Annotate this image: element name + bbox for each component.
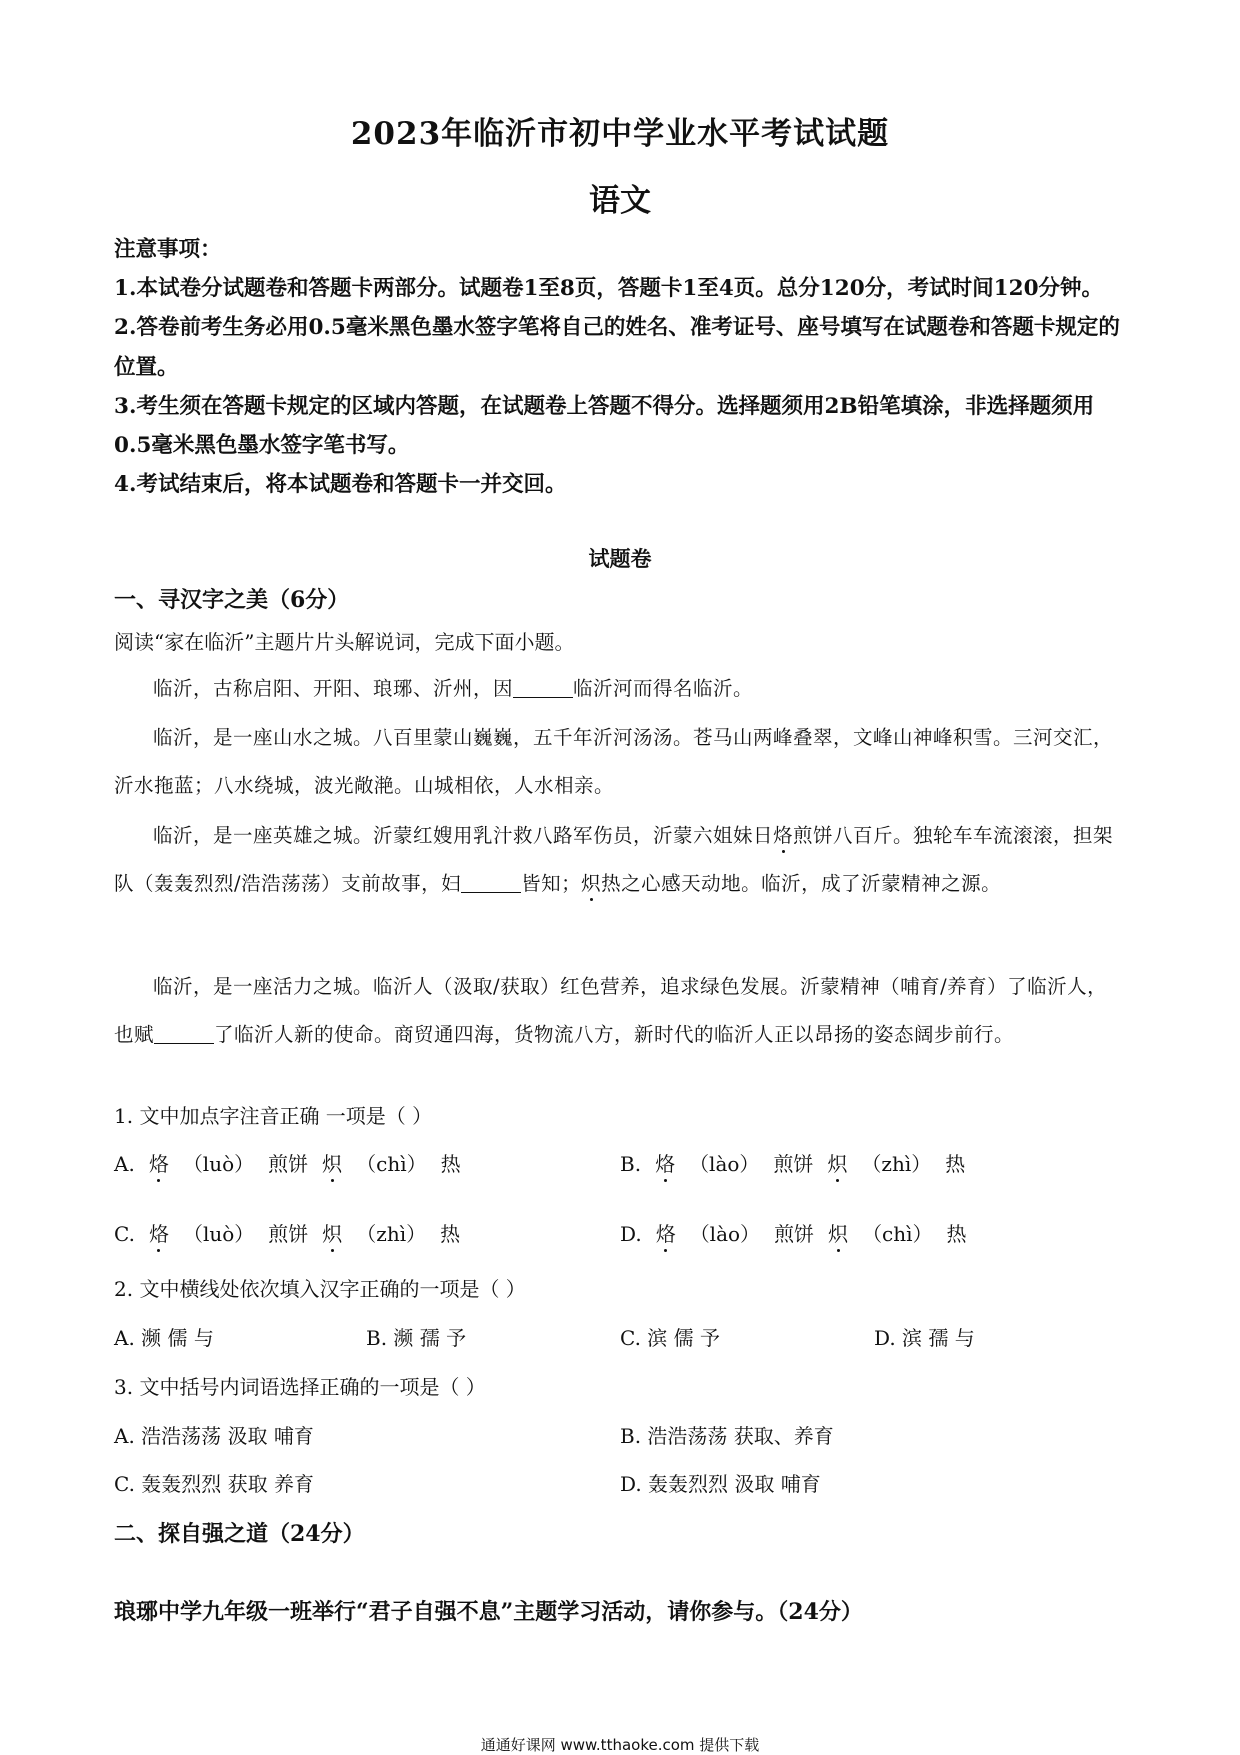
paper-label: 试题卷 <box>588 546 652 571</box>
passage-paragraph <box>114 963 1126 1059</box>
dotted-char: 炽 <box>581 872 602 895</box>
answer-option-d: D. 轰轰烈烈 汲取 哺育 <box>620 1472 821 1496</box>
passage-paragraph <box>114 714 1126 810</box>
answer-option-b: B. 濒 孺 予 <box>366 1326 467 1350</box>
pinyin: （chì） <box>356 1152 427 1176</box>
passage-text: 煎饼八百斤。独轮车车流滚滚，担架队（轰轰烈烈/浩浩荡荡）支前故事，妇 <box>114 824 1114 895</box>
dotted-char: 烙 <box>148 1152 169 1176</box>
option-word: 煎饼 <box>268 1222 309 1246</box>
question-stem: 2. 文中横线处依次填入汉字正确的一项是（ ） <box>114 1277 526 1301</box>
passage-paragraph <box>114 665 1126 713</box>
passage-text: 热之心感天动地。临沂，成了沂蒙精神之源。 <box>601 872 1002 895</box>
answer-option-a: A. 浩浩荡荡 汲取 哺育 <box>114 1424 314 1448</box>
pinyin: （lào） <box>689 1152 760 1176</box>
fill-blank <box>461 873 521 894</box>
notice-item: 3.考生须在答题卡规定的区域内答题，在试题卷上答题不得分。选择题须用2B铅笔填涂，非选择题须用0.5毫米黑色墨水签字笔书写。 <box>114 393 1095 459</box>
section-heading: 一、寻汉字之美（6分） <box>114 587 350 613</box>
dotted-char: 烙 <box>773 824 794 847</box>
page-title: 2023年临沂市初中学业水平考试试题 <box>350 116 890 152</box>
passage-text: 临沂，是一座英雄之城。沂蒙红嫂用乳汁救八路军伤员，沂蒙六姐妹日 <box>153 824 774 847</box>
option-word: 煎饼 <box>268 1152 309 1176</box>
footer-watermark: 通通好课网 www.tthaoke.com 提供下载 <box>480 1736 760 1754</box>
section-heading: 二、探自强之道（24分） <box>114 1521 365 1547</box>
option-label: D. <box>620 1222 642 1246</box>
option-word: 热 <box>440 1152 461 1176</box>
answer-option-b <box>620 1148 979 1177</box>
option-word: 热 <box>440 1222 461 1246</box>
notice-item: 1.本试卷分试题卷和答题卡两部分。试题卷1至8页，答题卡1至4页。总分120分，考试时间120分钟。 <box>114 276 1104 302</box>
notice-item: 4.考试结束后，将本试题卷和答题卡一并交回。 <box>114 472 567 498</box>
answer-option-b: B. 浩浩荡荡 获取、养育 <box>620 1424 834 1448</box>
question-stem: 3. 文中括号内词语选择正确的一项是（ ） <box>114 1375 486 1399</box>
answer-option-c <box>114 1218 474 1247</box>
option-label: A. <box>114 1152 135 1176</box>
fill-blank <box>513 678 573 699</box>
dotted-char: 烙 <box>148 1222 169 1246</box>
notice-heading: 注意事项： <box>114 237 222 262</box>
option-label: B. <box>620 1152 642 1176</box>
answer-option-c: C. 轰轰烈烈 获取 养育 <box>114 1472 315 1496</box>
dotted-char: 炽 <box>322 1152 343 1176</box>
fill-blank <box>154 1024 214 1045</box>
passage-text: 临沂，古称启阳、开阳、琅琊、沂州，因 <box>153 677 514 700</box>
section-intro: 琅琊中学九年级一班举行“君子自强不息”主题学习活动，请你参与。（24分） <box>114 1599 863 1625</box>
question-stem: 1. 文中加点字注音正确 一项是（ ） <box>114 1104 433 1128</box>
option-word: 热 <box>946 1222 967 1246</box>
option-label: C. <box>114 1222 135 1246</box>
pinyin: （chì） <box>862 1222 933 1246</box>
notice-item: 2.答卷前考生务必用0.5毫米黑色墨水签字笔将自己的姓名、准考证号、座号填写在试题卷和答题卡规定的位置。 <box>114 315 1120 380</box>
option-word: 煎饼 <box>774 1222 815 1246</box>
answer-option-a <box>114 1148 475 1177</box>
passage-text: 临沂，是一座活力之城。临沂人（汲取/获取）红色营养，追求绿色发展。沂蒙精神（哺育/养育）了临沂人，也赋 <box>114 975 1108 1046</box>
reading-instruction: 阅读“家在临沂”主题片片头解说词，完成下面小题。 <box>114 630 575 654</box>
dotted-char: 烙 <box>655 1222 676 1246</box>
answer-option-d <box>620 1218 981 1247</box>
passage-text: 了临沂人新的使命。商贸通四海，货物流八方，新时代的临沂人正以昂扬的姿态阔步前行。 <box>214 1023 1015 1046</box>
pinyin: （zhì） <box>356 1222 427 1246</box>
option-word: 热 <box>945 1152 966 1176</box>
pinyin: （zhì） <box>861 1152 932 1176</box>
passage-text: 皆知； <box>521 872 582 895</box>
pinyin: （luò） <box>182 1152 255 1176</box>
pinyin: （lào） <box>689 1222 761 1246</box>
subject-title: 语文 <box>589 183 651 219</box>
dotted-char: 炽 <box>322 1222 343 1246</box>
passage-text: 临沂河而得名临沂。 <box>573 677 754 700</box>
dotted-char: 烙 <box>655 1152 676 1176</box>
answer-option-d: D. 滨 孺 与 <box>874 1326 975 1350</box>
pinyin: （luò） <box>182 1222 255 1246</box>
answer-option-c: C. 滨 儒 予 <box>620 1326 721 1350</box>
passage-text: 临沂，是一座山水之城。八百里蒙山巍巍，五千年沂河汤汤。苍马山两峰叠翠，文峰山神峰积雪。三河交汇，沂水拖蓝；八水绕城，波光敞滟。山城相依，人水相亲。 <box>114 726 1114 797</box>
dotted-char: 炽 <box>828 1222 849 1246</box>
answer-option-a: A. 濒 儒 与 <box>114 1326 214 1350</box>
dotted-char: 炽 <box>827 1152 848 1176</box>
option-word: 煎饼 <box>773 1152 814 1176</box>
passage-paragraph <box>114 812 1126 908</box>
notice-block <box>114 230 1126 504</box>
